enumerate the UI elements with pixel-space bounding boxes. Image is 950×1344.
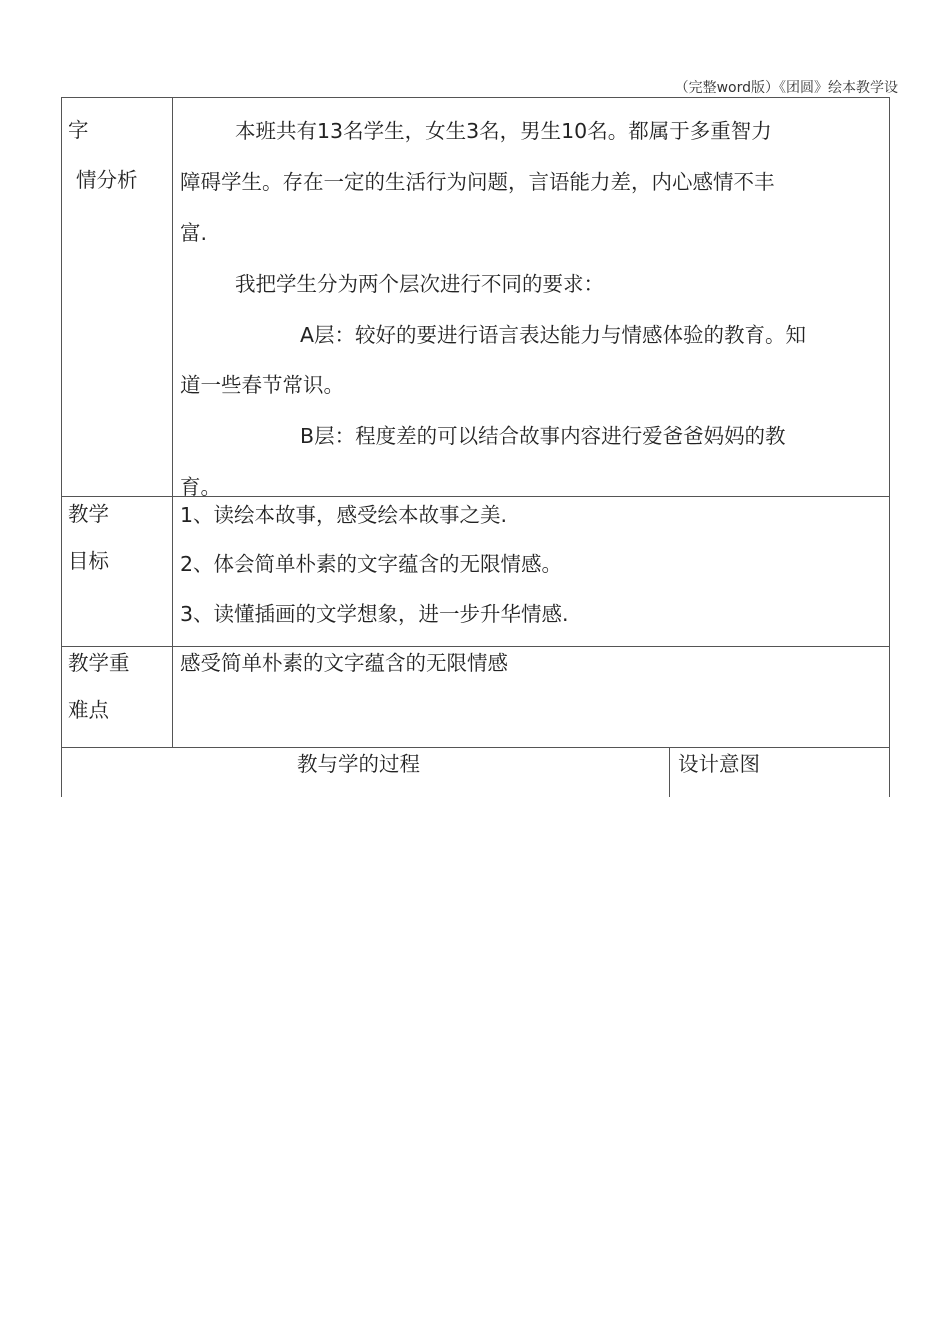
level-b-line2: 育。 xyxy=(180,475,221,499)
student-analysis-label-1: 字 xyxy=(68,118,89,142)
table-border-design-col xyxy=(669,747,670,797)
table-border-label-col xyxy=(172,97,173,747)
table-border-right xyxy=(889,97,890,797)
teaching-goal-item: 1、读绘本故事，感受绘本故事之美. xyxy=(180,503,508,527)
student-analysis-para1-line3: 富. xyxy=(180,221,208,245)
table-border-left xyxy=(61,97,62,797)
process-column-header: 教与学的过程 xyxy=(297,752,420,776)
document-header: （完整word版）《团圆》绘本教学设 xyxy=(674,80,898,96)
level-b-line1: B层：程度差的可以结合故事内容进行爱爸爸妈妈的教 xyxy=(300,424,786,448)
key-points-label-1: 教学重 xyxy=(68,651,130,675)
key-points-label-2: 难点 xyxy=(68,698,109,722)
teaching-goal-item: 3、读懂插画的文学想象，进一步升华情感. xyxy=(180,602,569,626)
teaching-goals-label-1: 教学 xyxy=(68,502,109,526)
student-analysis-label-2: 情分析 xyxy=(76,168,138,192)
table-border-row2 xyxy=(61,646,890,647)
student-analysis-para2: 我把学生分为两个层次进行不同的要求： xyxy=(235,272,604,296)
level-a-line1: A层：较好的要进行语言表达能力与情感体验的教育。知 xyxy=(300,323,807,347)
student-analysis-para1-line1: 本班共有13名学生，女生3名，男生10名。都属于多重智力 xyxy=(235,119,772,143)
level-a-line2: 道一些春节常识。 xyxy=(180,373,344,397)
table-border-row3 xyxy=(61,747,890,748)
teaching-goals-label-2: 目标 xyxy=(68,549,109,573)
student-analysis-para1-line2: 障碍学生。存在一定的生活行为问题，言语能力差，内心感情不丰 xyxy=(180,170,775,194)
table-border-top xyxy=(61,97,890,98)
key-points-content: 感受简单朴素的文字蕴含的无限情感 xyxy=(180,651,508,675)
design-column-header: 设计意图 xyxy=(678,752,760,776)
teaching-goal-item: 2、体会简单朴素的文字蕴含的无限情感。 xyxy=(180,552,563,576)
